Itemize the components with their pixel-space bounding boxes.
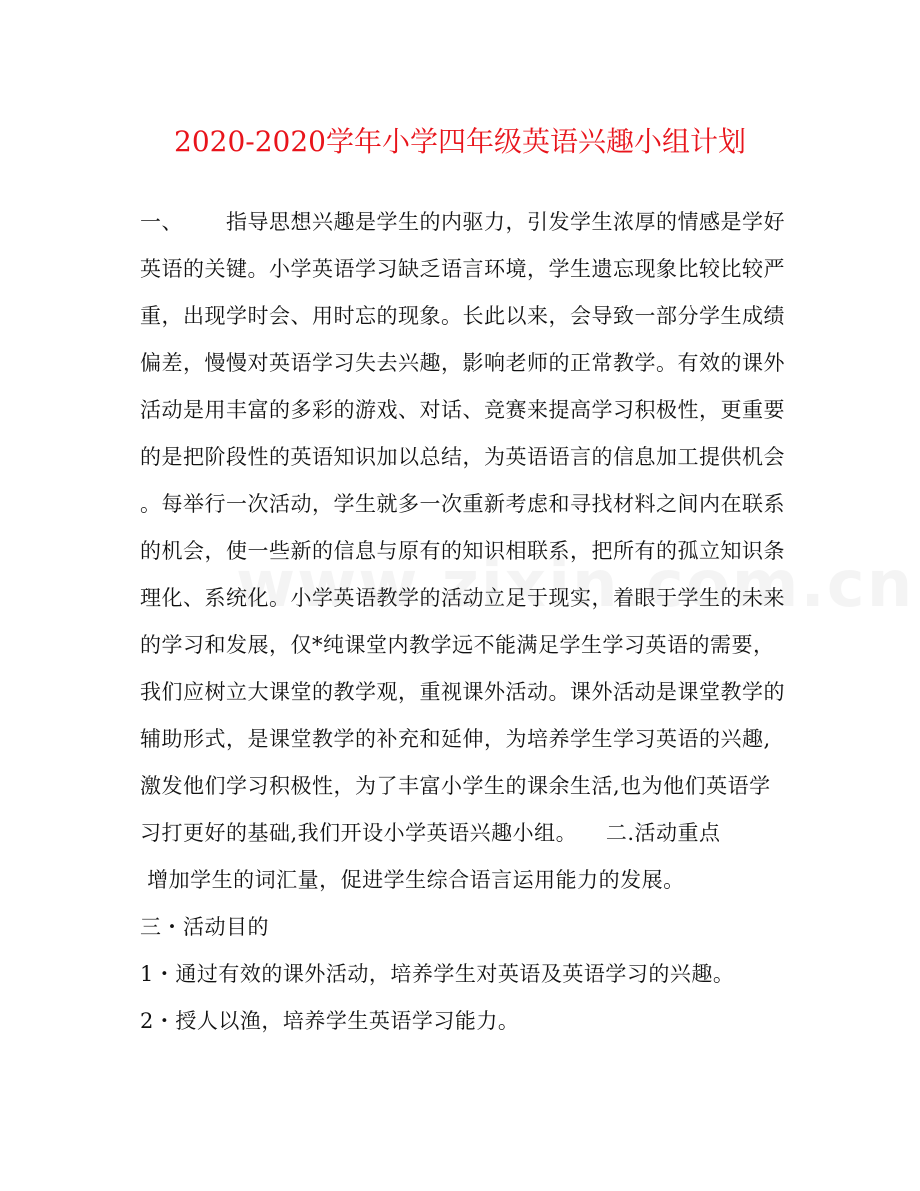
document-title: 2020-2020学年小学四年级英语兴趣小组计划: [174, 125, 746, 158]
body-line: 一、 指导思想兴趣是学生的内驱力，引发学生浓厚的情感是学好: [140, 210, 786, 234]
body-line: 的学习和发展，仅*纯课堂内教学远不能满足学生学习英语的需要，: [140, 633, 775, 657]
section-heading: 三・活动目的: [140, 915, 269, 939]
body-line: 增加学生的词汇量，促进学生综合语言运用能力的发展。: [140, 868, 685, 892]
body-line: 习打更好的基础,我们开设小学英语兴趣小组。 二.活动重点: [140, 821, 721, 845]
body-line: 激发他们学习积极性，为了丰富小学生的课余生活,也为他们英语学: [140, 774, 771, 798]
body-line: 活动是用丰富的多彩的游戏、对话、竞赛来提高学习积极性，更重要: [140, 398, 785, 422]
body-line: 。每举行一次活动，学生就多一次重新考虑和寻找材料之间内在联系: [140, 492, 785, 516]
body-line: 理化、系统化。小学英语教学的活动立足于现实，着眼于学生的未来: [140, 586, 785, 610]
list-item: 1・通过有效的课外活动，培养学生对英语及英语学习的兴趣。: [140, 962, 735, 986]
body-line: 我们应树立大课堂的教学观，重视课外活动。课外活动是课堂教学的: [140, 680, 785, 704]
body-line: 辅助形式，是课堂教学的补充和延伸，为培养学生学习英语的兴趣,: [140, 727, 771, 751]
list-item: 2・授人以渔，培养学生英语学习能力。: [140, 1009, 520, 1033]
body-line: 偏差，慢慢对英语学习失去兴趣，影响老师的正常教学。有效的课外: [140, 351, 785, 375]
body-line: 英语的关键。小学英语学习缺乏语言环境，学生遗忘现象比较比较严: [140, 257, 785, 281]
body-line: 的机会，使一些新的信息与原有的知识相联系，把所有的孤立知识条: [140, 539, 785, 563]
body-line: 重，出现学时会、用时忘的现象。长此以来，会导致一部分学生成绩: [140, 304, 785, 328]
body-line: 的是把阶段性的英语知识加以总结，为英语语言的信息加工提供机会: [140, 445, 785, 469]
